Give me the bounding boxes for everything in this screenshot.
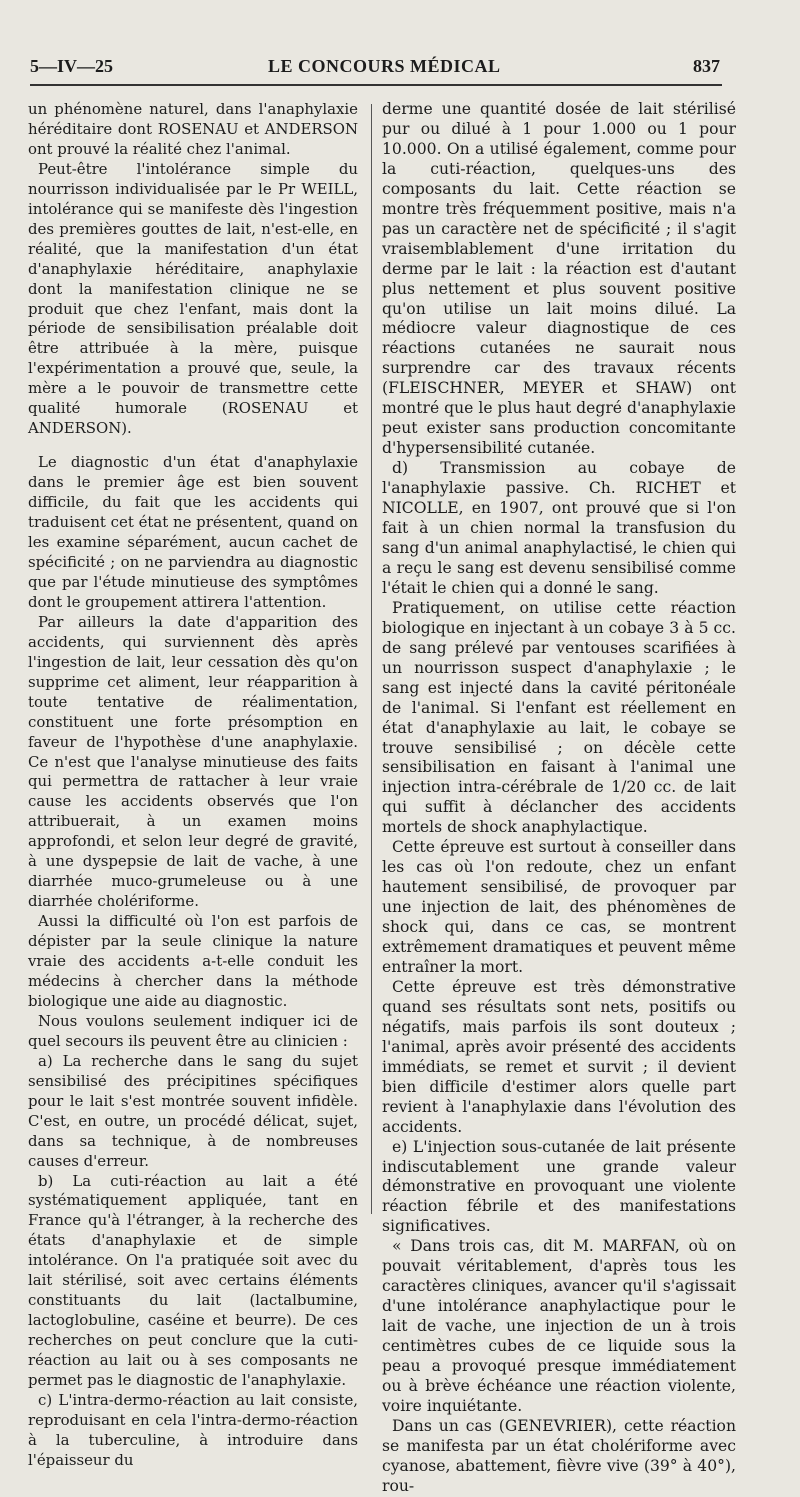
paragraph: c) L'intra-dermo-réaction au lait consiste, reproduisant en cela l'intra-dermo-réaction à la tuberculine, à introduire dans l'épaisseur du (28, 1391, 358, 1469)
paragraph: derme une quantité dosée de lait stérilisé pur ou dilué à 1 pour 1.000 ou 1 pour 10.000. On a utilisé également, comme pour la cuti-réaction, quelques-uns des composants du lait. Cette réaction se montre très fréquemment positive, mais n'a pas un caractère net de spécificité ; il s'agit vraisemblablement d'une irritation du derme par le lait : la réaction est d'autant plus nettement et plus souvent positive qu'on utilise un lait moins dilué. La médiocre valeur diagnostique de ces réactions cutanées ne saurait nous surprendre car des travaux récents (FLEISCHNER, MEYER et SHAW) ont montré que le plus haut degré d'anaphylaxie peut exister sans production concomitante d'hypersensibilité cutanée. (382, 100, 736, 458)
paragraph: b) La cuti-réaction au lait a été systématiquement appliquée, tant en France qu'à l'étranger, à la recherche des états d'anaphylaxie et de simple intolérance. On l'a pratiquée soit avec du lait stérilisé, soit avec certains éléments constituants du lait (lactalbumine, lactoglobuline, caséine et beurre). De ces recherches on peut conclure que la cuti-réaction au lait ou à ses composants ne permet pas le diagnostic de l'anaphylaxie. (28, 1171, 358, 1390)
paragraph: un phénomène naturel, dans l'anaphylaxie héréditaire dont ROSENAU et ANDERSON ont prouvé la réalité chez l'animal. (28, 100, 358, 158)
paragraph: e) L'injection sous-cutanée de lait présente indiscutablement une grande valeur démonstrative en provoquant une violente réaction fébrile et des manifestations significatives. (382, 1137, 736, 1236)
paragraph: Par ailleurs la date d'apparition des accidents, qui surviennent dès après l'ingestion de lait, leur cessation dès qu'on supprime cet aliment, leur réapparition à toute tentative de réalimentation, constituent une forte présomption en faveur de l'hypothèse d'une anaphylaxie. Ce n'est que l'analyse minutieuse des faits qui permettra de rattacher à leur vraie cause les accidents observés que l'on attribuerait, à un examen moins approfondi, et selon leur degré de gravité, à une dyspepsie de lait de vache, à une diarrhée muco-grumeleuse ou à une diarrhée cholériforme. (28, 612, 358, 911)
paragraph: Cette épreuve est très démonstrative quand ses résultats sont nets, positifs ou négatifs, mais parfois ils sont douteux ; l'animal, après avoir présenté des accidents immédiats, se remet et survit ; il devient bien difficile d'estimer alors quelle part revient à l'anaphylaxie dans l'évolution des accidents. (382, 977, 736, 1136)
paragraph: Dans un cas (GENEVRIER), cette réaction se manifesta par un état cholériforme avec cyanose, abattement, fièvre vive (39° à 40°), rou- (382, 1416, 736, 1495)
paragraph: a) La recherche dans le sang du sujet sensibilisé des précipitines spécifiques pour le lait s'est montrée souvent infidèle. C'est, en outre, un procédé délicat, sujet, dans sa technique, à de nombreuses causes d'erreur. (28, 1051, 358, 1170)
running-header (30, 56, 720, 80)
header-rule (30, 84, 722, 86)
paragraph: Le diagnostic d'un état d'anaphylaxie dans le premier âge est bien souvent difficile, du fait que les accidents qui traduisent cet état ne présentent, quand on les examine séparément, aucun cachet de spécificité ; on ne parviendra au diagnostic que par l'étude minutieuse des symptômes dont le groupement attirera l'attention. (28, 453, 358, 611)
paragraph: Cette épreuve est surtout à conseiller dans les cas où l'on redoute, chez un enfant hautement sensibilisé, de provoquer par une injection de lait, des phénomènes de shock qui, dans ce cas, se montrent extrêmement dramatiques et peuvent même entraîner la mort. (382, 838, 736, 976)
paragraph: Peut-être l'intolérance simple du nourrisson individualisée par le Pr WEILL, intolérance qui se manifeste dès l'ingestion des premières gouttes de lait, n'est-elle, en réalité, que la manifestation d'un état d'anaphylaxie héréditaire, anaphylaxie dont la manifestation clinique ne se produit que chez l'enfant, mais dont la période de sensibilisation préalable doit être attribuée à la mère, puisque l'expérimentation a prouvé que, seule, la mère a le pouvoir de transmettre cette qualité humorale (ROSENAU et ANDERSON). (28, 159, 358, 438)
page-number: 837 (693, 56, 720, 76)
issue-date: 5—IV—25 (30, 56, 114, 76)
paragraph: Pratiquement, on utilise cette réaction biologique en injectant à un cobaye 3 à 5 cc. de sang prélevé par ventouses scarifiées à un nourrisson suspect d'anaphylaxie ; le sang est injecté dans la cavité péritonéale de l'animal. Si l'enfant est réellement en état d'anaphylaxie au lait, le cobaye se trouve sensibilisé ; on décèle cette sensibilisation en faisant à l'animal une injection intra-cérébrale de 1/20 cc. de lait qui suffit à déclancher des accidents mortels de shock anaphylactique. (382, 598, 736, 837)
left-column (28, 100, 358, 1471)
right-column (382, 100, 736, 1497)
journal-title: LE CONCOURS MÉDICAL (268, 56, 501, 76)
paragraph: d) Transmission au cobaye de l'anaphylaxie passive. Ch. RICHET et NICOLLE, en 1907, ont prouvé que si l'on fait à un chien normal la transfusion du sang d'un animal anaphylactisé, le chien qui a reçu le sang est devenu sensibilisé comme l'était le chien qui a donné le sang. (382, 459, 736, 597)
paragraph: « Dans trois cas, dit M. MARFAN, où on pouvait véritablement, d'après tous les caractères cliniques, avancer qu'il s'agissait d'une intolérance anaphylactique pour le lait de vache, une injection de un à trois centimètres cubes de ce liquide sous la peau a provoqué presque immédiatement ou à brève échéance une réaction violente, voire inquiétante. (382, 1237, 736, 1415)
paragraph: Aussi la difficulté où l'on est parfois de dépister par la seule clinique la nature vraie des accidents a-t-elle conduit les médecins à chercher dans la méthode biologique une aide au diagnostic. (28, 912, 358, 1010)
column-divider (371, 104, 372, 1214)
paragraph: Nous voulons seulement indiquer ici de quel secours ils peuvent être au clinicien : (28, 1011, 358, 1050)
